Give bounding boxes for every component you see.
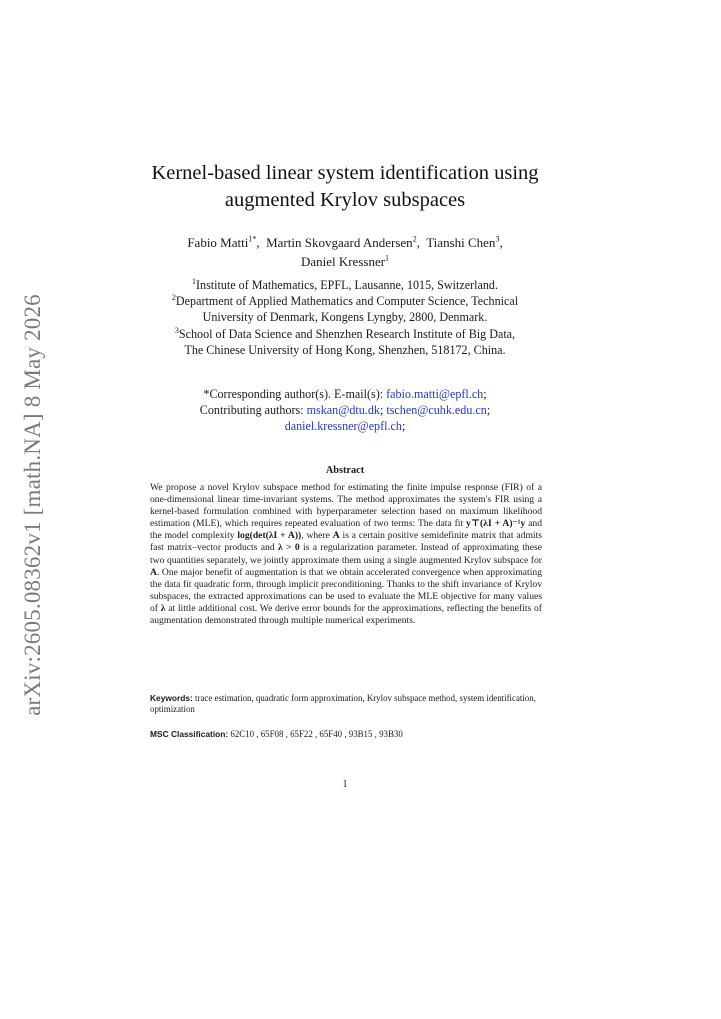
keywords-text: trace estimation, quadratic form approximation, Krylov subspace method, system identification, optimization — [150, 693, 536, 715]
affiliation-2-cont: University of Denmark, Kongens Lyngby, 2800, Denmark. — [202, 310, 488, 325]
contributing-line — [100, 402, 590, 418]
abstract-text: . One major benefit of augmentation is that we obtain accelerated convergence when approximating the data fit quadratic form, through implicit preconditioning. Thanks to the shift invariance of Krylov subspaces, the extracted approximations can be used to evaluate the MLE objective for many values of — [150, 566, 542, 614]
affiliation-2 — [100, 293, 590, 309]
author-list — [100, 233, 590, 271]
abstract-text: is a certain positive semidefinite matrix that admits fast matrix–vector products and — [150, 530, 542, 554]
affiliation-1 — [100, 277, 590, 293]
email-link-chen[interactable]: tschen@cuhk.edu.cn — [386, 403, 487, 418]
affiliation-mark: 2 — [171, 293, 176, 303]
author-line-1: Fabio Matti$^{1*}$, Martin Skovgaard Andersen$^2$, Tianshi Chen$^3$, — [187, 234, 503, 250]
abstract-text: , where — [301, 530, 333, 542]
separator: ; — [483, 387, 487, 401]
affiliation-text: School of Data Science and Shenzhen Research Institute of Big Data, — [178, 326, 516, 341]
abstract-math: y⊤(λI + A)⁻¹y — [466, 518, 526, 530]
author-affiliation-mark: 1* — [248, 234, 257, 244]
affiliation-mark: 1 — [192, 276, 197, 286]
abstract-text: We propose a novel Krylov subspace method for estimating the finite impulse response (FIR) of a one-dimensional linear time-invariant systems. The method approximates the system's FIR using a kernel-based formulation combined with hyperparameter selection based on maximum likelihood estimation (MLE), which requires repeated evaluation of two terms: The data fit — [150, 482, 542, 530]
page-number: 1 — [342, 779, 348, 790]
abstract-text: and the model complexity — [150, 518, 542, 542]
abstract-math: log(det(λI + A)) — [237, 530, 302, 542]
author-name: Tianshi Chen — [426, 235, 496, 250]
contributing-line-2 — [100, 418, 590, 434]
keywords — [150, 693, 542, 716]
affiliation-list — [100, 277, 590, 358]
author-name: Daniel Kressner — [300, 254, 386, 269]
contributing-label: Contributing authors: — [199, 403, 304, 418]
author-affiliation-mark: 1 — [385, 253, 390, 263]
author-affiliation-mark: 3 — [495, 234, 500, 244]
author-name: Fabio Matti — [187, 235, 249, 250]
separator: ; — [401, 419, 406, 434]
corresponding-line — [100, 386, 590, 402]
separator: ; — [486, 403, 491, 418]
abstract-text: at little additional cost. We derive error bounds for the approximations, reflecting the benefits of augmentation demonstrated through multiple numerical experiments. — [150, 602, 542, 627]
msc-codes: 62C10 , 65F08 , 65F22 , 65F40 , 93B15 , 93B30 — [230, 729, 403, 739]
title-line-1: Kernel-based linear system identification using — [151, 162, 539, 184]
abstract-text: is a regularization parameter. Instead of approximating these two quantities separately, we jointly approximate them using a single augmented Krylov subspace for — [150, 542, 542, 566]
email-link-kressner[interactable]: daniel.kressner@epfl.ch — [284, 419, 402, 434]
affiliation-text: Department of Applied Mathematics and Computer Science, Technical — [175, 294, 519, 309]
abstract-math: A — [332, 530, 340, 542]
author-affiliation-mark: 2 — [412, 234, 417, 244]
title-line-2: augmented Krylov subspaces — [224, 189, 466, 211]
separator: ; — [379, 403, 384, 418]
affiliation-text: Institute of Mathematics, EPFL, Lausanne, 1015, Switzerland. — [196, 278, 498, 292]
msc-classification — [150, 729, 542, 740]
abstract-body — [150, 482, 542, 627]
affiliation-3-cont: The Chinese University of Hong Kong, Shenzhen, 518172, China. — [184, 342, 506, 357]
abstract-math: A — [150, 566, 157, 578]
keywords-label: Keywords: — [150, 693, 193, 703]
abstract-math: λ — [160, 602, 166, 614]
arxiv-identifier: arXiv:2605.08362v1 [math.NA] 8 May 2026 — [20, 294, 45, 716]
abstract-heading: Abstract — [325, 465, 365, 476]
email-link-andersen[interactable]: mskan@dtu.dk — [306, 403, 380, 418]
corresponding-label: *Corresponding author(s). E-mail(s): — [203, 387, 384, 401]
author-name: Martin Skovgaard Andersen — [266, 235, 413, 250]
paper-title — [100, 160, 590, 214]
author-line-2 — [100, 252, 590, 271]
msc-label: MSC Classification: — [150, 729, 229, 739]
affiliation-3 — [100, 326, 590, 342]
corresponding-email-link[interactable]: fabio.matti@epfl.ch — [386, 387, 484, 401]
contact-block — [100, 386, 590, 435]
arxiv-side-stamp — [21, 270, 45, 740]
affiliation-mark: 3 — [174, 325, 179, 335]
abstract-math: λ > 0 — [277, 542, 300, 554]
